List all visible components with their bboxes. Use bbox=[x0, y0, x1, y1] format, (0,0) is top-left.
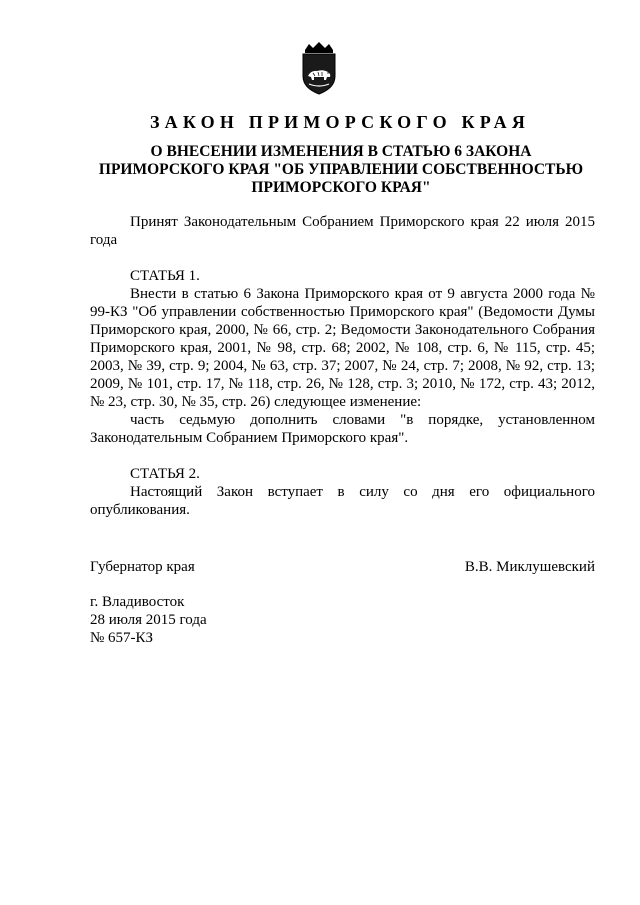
signatory-position: Губернатор края bbox=[90, 559, 195, 575]
coat-of-arms-icon bbox=[297, 42, 341, 96]
article-1-heading: СТАТЬЯ 1. bbox=[130, 268, 200, 284]
signatory-name: В.В. Миклушевский bbox=[464, 559, 595, 575]
law-title: ЗАКОН ПРИМОРСКОГО КРАЯ bbox=[149, 112, 531, 132]
subtitle-line: О ВНЕСЕНИИ ИЗМЕНЕНИЯ В СТАТЬЮ 6 ЗАКОНА bbox=[150, 143, 532, 160]
law-subtitle bbox=[90, 143, 592, 197]
subtitle-line: ПРИМОРСКОГО КРАЯ" bbox=[251, 179, 431, 196]
law-number: № 657-КЗ bbox=[90, 630, 154, 646]
article-1-paragraph-1: Внести в статью 6 Закона Приморского края от 9 августа 2000 года № 99-КЗ "Об управлении собственностью Приморского края" (Ведомости Думы Приморского края, 2000, № 66, стр. 2; Ведомости Законодательного Собрания Приморского края, 2001, № 98, стр. 68; 2002, № 108, стр. 6, № 115, стр. 45; 2003, № 39, стр. 9; 2004, № 63, стр. 37; 2007, № 24, стр. 7; 2008, № 92, стр. 13; 2009, № 101, стр. 17, № 118, стр. 26, № 128, стр. 3; 2010, № 172, стр. 43; 2012, № 23, стр. 30, № 35, стр. 26) следующее изменение: bbox=[90, 286, 595, 410]
subtitle-line: ПРИМОРСКОГО КРАЯ "ОБ УПРАВЛЕНИИ СОБСТВЕННОСТЬЮ bbox=[98, 161, 584, 178]
signing-place: г. Владивосток bbox=[90, 594, 185, 610]
article-2-heading: СТАТЬЯ 2. bbox=[130, 466, 200, 482]
document-body bbox=[90, 213, 595, 519]
signing-date: 28 июля 2015 года bbox=[90, 612, 207, 628]
article-2-paragraph: Настоящий Закон вступает в силу со дня его официального опубликования. bbox=[90, 484, 595, 518]
article-1-paragraph-2: часть седьмую дополнить словами "в порядке, установленном Законодательным Собранием Приморского края". bbox=[90, 412, 595, 446]
document-meta bbox=[90, 593, 207, 647]
adoption-statement: Принят Законодательным Собранием Приморского края 22 июля 2015 года bbox=[90, 214, 595, 248]
